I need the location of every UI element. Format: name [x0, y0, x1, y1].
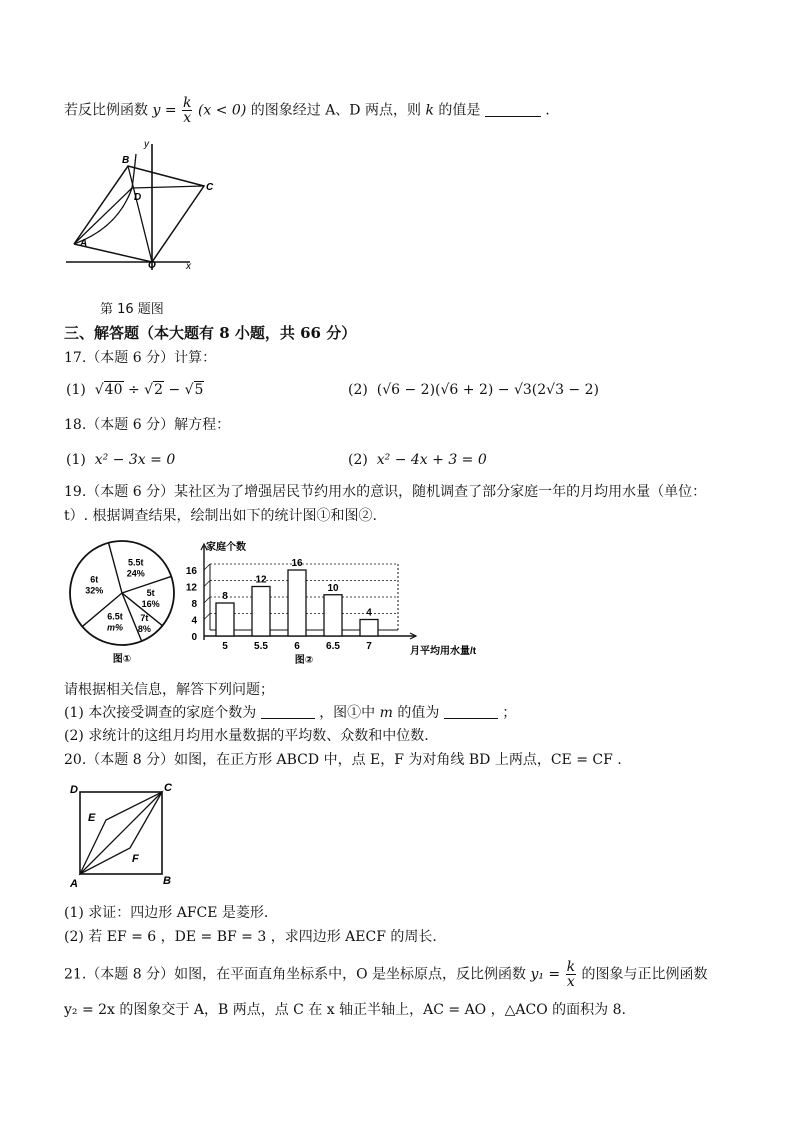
q21-fraction: $\frac{k}{x}$	[566, 959, 576, 990]
diagonal-bd	[80, 792, 162, 874]
bar-value-label: 16	[291, 558, 303, 569]
label-d: D	[70, 784, 78, 796]
q21-line2: y₂ = 2x 的图象交于 A，B 两点，点 C 在 x 轴正半轴上，AC = AO ，△ACO 的面积为 8.	[64, 1002, 626, 1018]
y-tick-label: 4	[191, 615, 197, 627]
grid-diagonal	[204, 564, 210, 570]
label-b: B	[163, 875, 171, 887]
q16-answer-blank[interactable]	[485, 102, 541, 117]
pie-slice-edge	[109, 543, 122, 593]
q19-line2: t）. 根据调查结果，绘制出如下的统计图①和图②.	[64, 508, 377, 524]
x-tick-label: 6	[294, 641, 300, 652]
y-tick-label: 0	[191, 632, 197, 643]
bar-chart	[180, 538, 477, 668]
grid-diagonal	[204, 581, 210, 587]
x-tick-label: 5.5	[254, 641, 268, 652]
q17-heading: 17.（本题 6 分）计算：	[64, 350, 217, 366]
bar-value-label: 8	[222, 591, 228, 602]
bar-value-label: 12	[255, 574, 267, 586]
pie-slice-label: 6t	[90, 574, 99, 585]
y-tick-label: 12	[185, 582, 197, 594]
pie-caption: 图①	[112, 654, 132, 665]
bar	[216, 603, 234, 636]
pie-slice-percent: m%	[107, 622, 124, 633]
label-a: A	[80, 238, 88, 249]
q18-part2: (2) x² − 4x + 3 = 0	[348, 452, 487, 468]
bar-value-label: 10	[327, 582, 339, 594]
label-f: F	[132, 853, 139, 865]
label-b: B	[122, 155, 130, 166]
pie-slice-percent: 8%	[137, 624, 151, 635]
q16-figure	[66, 138, 226, 278]
grid-diagonal	[204, 614, 210, 620]
bar	[324, 595, 342, 636]
label-e: E	[88, 812, 96, 824]
label-x: x	[186, 261, 191, 272]
q19-ask: 请根据相关信息，解答下列问题；	[64, 682, 274, 698]
label-a: A	[70, 878, 78, 890]
m-value-blank[interactable]	[444, 704, 498, 719]
pie-slice-label: 5.5t	[128, 557, 144, 568]
bar	[360, 620, 378, 637]
pie-slice-percent: 24%	[126, 568, 145, 579]
y-tick-label: 16	[185, 566, 197, 577]
pie-slice-percent: 32%	[85, 585, 104, 596]
grid-diagonal	[204, 597, 210, 603]
q16-caption: 第 16 题图	[100, 302, 164, 317]
q20-square-figure	[68, 780, 178, 890]
x-tick-label: 6.5	[326, 641, 340, 652]
x-axis-label: 月平均用水量/t	[410, 646, 477, 657]
pie-slice-label: 5t	[146, 588, 155, 599]
bar	[252, 587, 270, 637]
q20-sub2: (2) 若 EF = 6 ，DE = BF = 3 ，求四边形 AECF 的周长.	[64, 929, 437, 945]
bar	[288, 570, 306, 636]
x-tick-label: 5	[222, 641, 228, 652]
y-axis-label: 家庭个数	[206, 542, 246, 553]
label-c: C	[164, 782, 172, 794]
q16-text: 若反比例函数 y = $\frac{k}{x}$ (x < 0) 的图象经过 A、D 两点，则 k 的值是 .	[64, 95, 550, 126]
pie-slice-percent: 16%	[141, 599, 160, 610]
households-blank[interactable]	[261, 704, 315, 719]
section-heading: 三、解答题（本大题有 8 小题，共 66 分）	[64, 324, 357, 342]
pie-slice-label: 7t	[140, 613, 149, 624]
quadrilateral-abco	[74, 166, 204, 262]
q19-sub1: (1) 本次接受调查的家庭个数为 ，图①中 m 的值为 ；	[64, 705, 517, 721]
label-c: C	[206, 182, 214, 193]
q19-line1: 19.（本题 6 分）某社区为了增强居民节约用水的意识，随机调查了部分家庭一年的月均用水量（单位：	[64, 484, 707, 500]
q17-part2: (2) (√6 − 2)(√6 + 2) − √3(2√3 − 2)	[348, 382, 599, 398]
q20-line1: 20.（本题 8 分）如图，在正方形 ABCD 中，点 E，F 为对角线 BD 上两点，CE = CF .	[64, 752, 622, 768]
q17-part1: (1) √40 ÷ √2 − √5	[66, 382, 204, 398]
label-y: y	[144, 139, 149, 150]
bar-value-label: 4	[366, 607, 372, 619]
q16-fraction: $\frac{k}{x}$	[183, 95, 192, 126]
q18-part1: (1) x² − 3x = 0	[66, 452, 176, 468]
x-tick-label: 7	[366, 641, 372, 652]
q19-sub2: (2) 求统计的这组月均用水量数据的平均数、众数和中位数.	[64, 728, 429, 744]
q20-sub1: (1) 求证：四边形 AFCE 是菱形.	[64, 905, 269, 921]
q18-heading: 18.（本题 6 分）解方程：	[64, 417, 231, 433]
label-o: O	[148, 260, 156, 271]
q21-line1: 21.（本题 8 分）如图，在平面直角坐标系中，O 是坐标原点，反比例函数 y₁ = $\frac{k}{x}$ 的图象与正比例函数	[64, 959, 708, 990]
y-tick-label: 8	[191, 599, 197, 610]
label-d: D	[134, 192, 142, 203]
pie-chart	[64, 538, 184, 668]
bar-caption: 图②	[294, 655, 314, 666]
pie-slice-label: 6.5t	[107, 611, 123, 622]
